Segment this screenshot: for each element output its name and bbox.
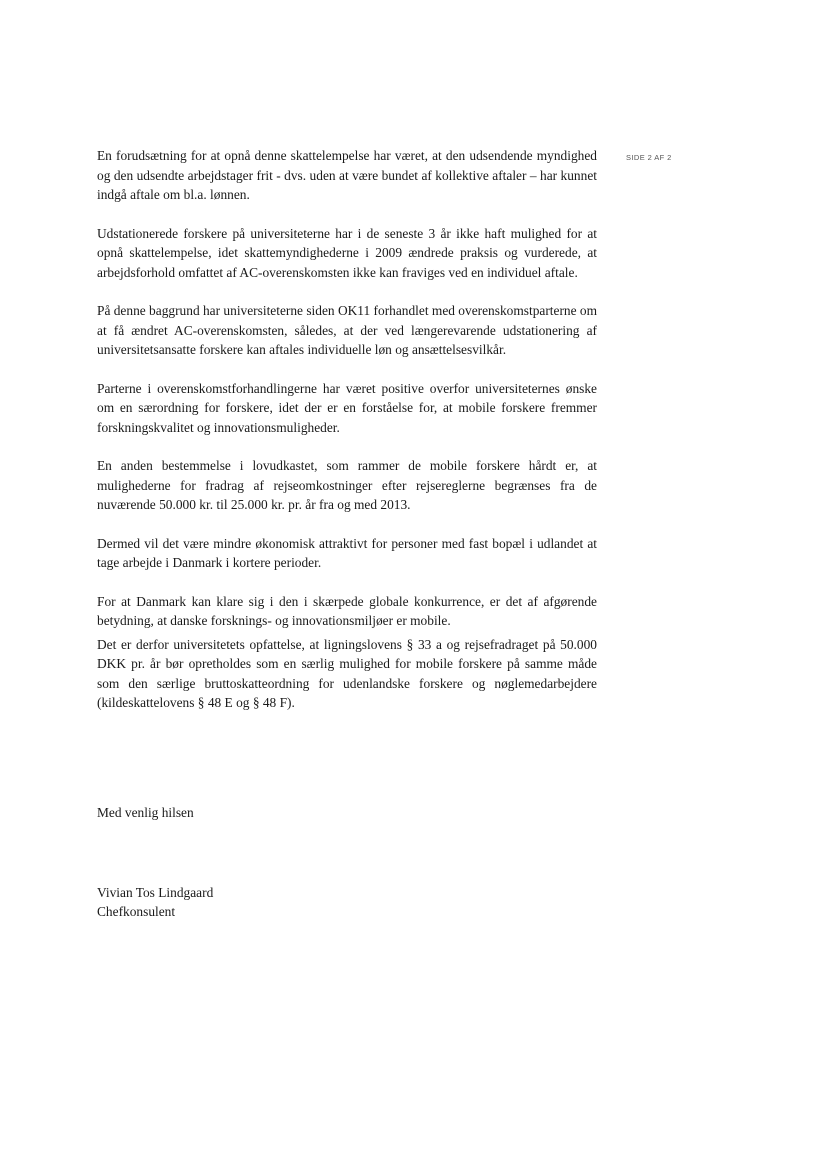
signature-title: Chefkonsulent xyxy=(97,904,176,919)
paragraph-ok11-negotiations: På denne baggrund har universiteterne siden OK11 forhandlet med overenskomstparterne om at få ændret AC-overenskomsten, således, at der ved længerevarende udstationering af universitetsansatte forskere kan aftales individuelle løn og ansættelsesvilkår. xyxy=(97,303,598,357)
signature-block xyxy=(97,883,213,921)
paragraph-parties-positive: Parterne i overenskomstforhandlingerne har været positive overfor universiteternes ønske om en særordning for forskere, idet der er en forståelse for, at mobile forskere fremmer forskningskvalitet og innovationsmuligheder. xyxy=(97,380,597,435)
paragraph-researchers-no-relief: Udstationerede forskere på universiteterne har i de seneste 3 år ikke haft mulighed for at opnå skattelempelse, idet skattemyndighederne i 2009 ændrede praksis og vurderede, at arbejdsforhold omfattet af AC-overenskomsten ikke kan fraviges ved en individuel aftale. xyxy=(97,225,597,280)
paragraph-travel-deduction: En anden bestemmelse i lovudkastet, som rammer de mobile forskere hårdt er, at mulighederne for fradrag af rejseomkostninger efter rejsereglerne begrænses fra de nuværende 50.000 kr. til 25.000 kr. pr. år fra og med 2013. xyxy=(97,458,597,512)
signature-name: Vivian Tos Lindgaard xyxy=(97,885,214,900)
paragraph-university-opinion: Det er derfor universitetets opfattelse, at ligningslovens § 33 a og rejsefradraget på 50.000 DKK pr. år bør opretholdes som en særlig mulighed for mobile forskere på samme måde som den særlige bruttoskatteordning for udenlandske forskere og nøglemedarbejdere (kildeskattelovens § 48 E og § 48 F). xyxy=(97,636,597,710)
paragraph-global-competition: For at Danmark kan klare sig i den i skærpede globale konkurrence, er det af afgørende betydning, at danske forsknings- og innovationsmiljøer er mobile. xyxy=(97,593,597,628)
page-number-marker: SIDE 2 AF 2 xyxy=(626,153,672,162)
closing-greeting: Med venlig hilsen xyxy=(97,805,194,820)
paragraph-less-attractive: Dermed vil det være mindre økonomisk attraktivt for personer med fast bopæl i udlandet at tage arbejde i Danmark i kortere perioder. xyxy=(97,535,597,570)
letter-body xyxy=(97,146,597,713)
paragraph-tax-relief-condition: En forudsætning for at opnå denne skattelempelse har været, at den udsendende myndighed og den udsendte arbejdstager frit - dvs. uden at være bundet af kollektive aftaler – har kunnet indgå aftale om bl.a. lønnen. xyxy=(97,148,597,202)
